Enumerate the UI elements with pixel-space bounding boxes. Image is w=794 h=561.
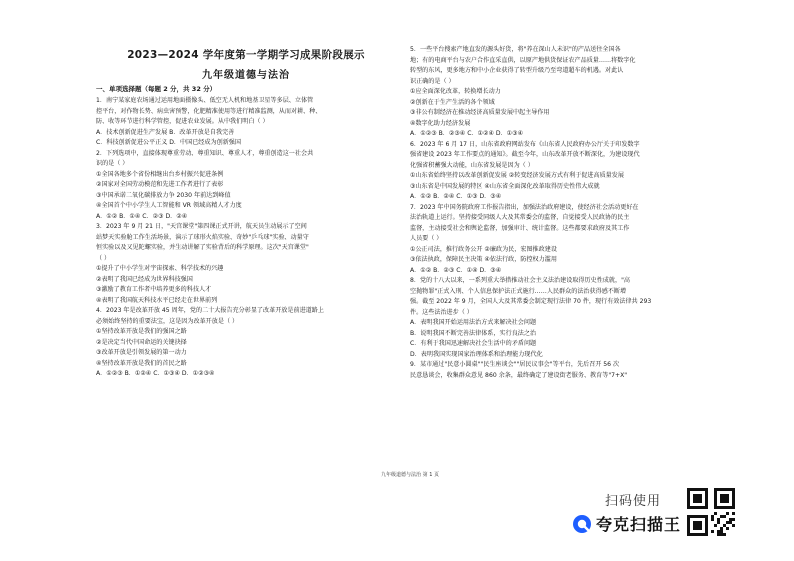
text-line: 法治轨道上运行。坚持接受同级人大及其常委会的监督，自觉接受人民政协的民主 bbox=[410, 214, 630, 221]
text-line: ②表明了我国已经成为世界科技强国 bbox=[96, 275, 193, 283]
text-line: 识正确的是（ ） bbox=[410, 77, 455, 85]
text-line: （ ） bbox=[96, 254, 111, 262]
text-line: C．有利于我国迅速解决社会生活中的矛盾问题 bbox=[410, 340, 537, 347]
scanner-brand bbox=[572, 512, 681, 535]
text-line: 必须始终坚持的重要法宝，这是因为改革开放是（ ） bbox=[96, 317, 239, 325]
text-line: 4．2023 年是改革开放 45 周年，党的二十大报告充分彰显了改革开放是前进道路上 bbox=[96, 307, 324, 314]
exam-title: 2023—2024 学年度第一学期学习成果阶段展示 bbox=[127, 49, 365, 61]
text-line: 强。截至 2022 年 9 月，全国人大及其常委会制定现行法律 70 件，现行有效法律共 293 bbox=[410, 298, 652, 305]
text-line: 1．南宁某家庭农场通过运用地面摄像头、低空无人机和地基卫星等多层、立体管 bbox=[96, 97, 314, 104]
text-line: 防、收等环节进行科学管控，促进农业发展。从中我们明白（ ） bbox=[96, 118, 269, 125]
text-line: ①坚持改革开放是我们的强国之路 bbox=[96, 328, 187, 335]
text-line: 5．一些平台搜索产地直发的源头好货，将"养在深山人未识"的产品送往全国各 bbox=[410, 46, 621, 53]
text-line: ①山东省始终坚持以改革创新促发展 ②转变经济发展方式有利于促进高质量发展 bbox=[410, 172, 624, 179]
qr-code-icon bbox=[687, 488, 735, 536]
text-line: ④数字化助力经济发展 bbox=[410, 119, 471, 127]
text-line: 3．2023 年 9 月 21 日，"天宫课堂"第四课正式开讲，航天员生动展示了空间 bbox=[96, 223, 307, 230]
text-line: ③改革开放是引领发展的第一动力 bbox=[96, 349, 187, 356]
text-line: ④表明了我国航天科技水平已经走在世界前列 bbox=[96, 296, 218, 304]
text-line: 转型的东风，更多地方和中小企业获得了转型升级乃至弯道超车的机遇。对此认 bbox=[410, 67, 624, 74]
text-line: ①全国各地多个省份相继出台乡村振兴促进条例 bbox=[96, 170, 224, 178]
text-line: 控平台，对作物长势、病虫害预警，化肥精准使用等进行精准监测，从而对耕、种、 bbox=[96, 107, 322, 115]
text-line: A．①②③ B．①②④ C．①③④ D．①②③④ bbox=[96, 370, 215, 377]
text-line: 识的是（ ） bbox=[96, 160, 129, 167]
section-heading: 一、单项选择题（每题 2 分，共 32 分） bbox=[96, 85, 217, 93]
text-line: 化强省积蓄强大动能，山东省发展是因为（ ） bbox=[410, 161, 534, 169]
text-line: A．①②③ B．②③④ C．①②④ D．①③④ bbox=[410, 130, 524, 137]
text-line: A．①② B．②③ C．①④ D．③④ bbox=[410, 266, 502, 274]
text-line: ③中国承诺二氧化碳排放力争 2030 年前达到峰值 bbox=[96, 191, 231, 199]
text-line: 9．某市通过"民意小圆桌""民生座谈会""居民议事会"等平台，先后召开 56 次 bbox=[410, 361, 620, 368]
text-line: 人员要（ ） bbox=[410, 235, 443, 242]
text-line: 站梦天实验舱工作生活场景，演示了球形火焰实验、奇妙"乒乓球"实验、动量守 bbox=[96, 233, 309, 241]
exam-subject: 九年级道德与法治 bbox=[202, 70, 290, 81]
text-line: ②是决定当代中国命运的关键抉择 bbox=[96, 338, 187, 346]
text-line: ①公正司法，推行政务公开 ②廉政为民，宏图推政建设 bbox=[410, 245, 557, 253]
text-line: A．技术创新促进生产发展 B．改革开放是自我完善 bbox=[96, 128, 235, 136]
text-line: 监督，主动接受社会和舆论监督，加强审计、统计监督。这些都要求政府及其工作 bbox=[410, 224, 630, 232]
text-line: 件。这些法治进步（ ） bbox=[410, 308, 473, 316]
text-line: 地；有的电商平台与农户合作直采直供，以原产地供货保证农产品质量……将数字化 bbox=[410, 56, 636, 64]
text-line: 2．下列选项中，直接体现尊重劳动、尊重知识、尊重人才，尊重创造这一社会共 bbox=[96, 149, 314, 157]
text-line: A．表明我国开始运用法治方式来解决社会问题 bbox=[410, 319, 537, 326]
text-line: C．科技创新促进公平正义 D．中国已经成为创新强国 bbox=[96, 139, 241, 146]
text-line: 6．2023 年 6 月 17 日，山东省政府网站发布《山东省人民政府办公厅关于印发数字 bbox=[410, 140, 640, 148]
scan-to-use-label: 扫码使用 bbox=[605, 494, 662, 509]
brand-name: 夸克扫描王 bbox=[596, 515, 682, 534]
text-line: ①应全面深化改革，转换增长动力 bbox=[410, 88, 501, 95]
text-line: B．说明我国不断完善法律体系，实行良法之治 bbox=[410, 329, 537, 337]
text-line: ③山东省是中国发展的特区 ④山东省全面深化改革取得历史性伟大成就 bbox=[410, 182, 600, 190]
text-line: A．①② B．①④ C．②③ D．②④ bbox=[96, 212, 188, 220]
text-line: ④全国首个中小学生人工智能和 VR 领域高精人才力度 bbox=[96, 202, 242, 209]
text-line: 民意恳谈会，收集群众意见 860 余条，最终确定了建设街老服务、教育等"7+X" bbox=[410, 371, 628, 379]
text-line: 恒实验以及又见陀螺实验，并生动讲解了实验背后的科学原理。这次"天宫课堂" bbox=[96, 244, 309, 251]
text-line: ③激励了教育工作者中培养更多的科技人才 bbox=[96, 286, 212, 293]
left-question-text bbox=[96, 96, 324, 380]
text-line: ③依法执政，保障民主决策 ④依法行政，防控权力滥用 bbox=[410, 256, 557, 263]
text-line: ④坚持改革开放是我们的首民之路 bbox=[96, 359, 187, 367]
text-line: 7．2023 年中国务院政府工作报告指出，加强法治政府建设，使经济社会活动更好在 bbox=[410, 203, 639, 211]
text-line: 8．党的十八大以来，一系列重大举措推动社会主义法治建设取得历史性成就，"高 bbox=[410, 277, 630, 284]
text-line: ②创新在于生产生活的各个领域 bbox=[410, 98, 495, 106]
text-line: ①提升了中小学生对宇宙探索、科学技术的兴趣 bbox=[96, 265, 224, 272]
text-line: 强省建设 2023 年工作要点的通知》。截至今年，山东改革开放不断深化，为建设现代 bbox=[410, 151, 640, 158]
text-line: 空抛物罪"正式入刑、个人信息保护法正式施行……人民群众的法治获得感不断增 bbox=[410, 287, 627, 295]
text-line: D．表明我国实现国家治理体系和治理能力现代化 bbox=[410, 350, 543, 358]
text-line: ②国家对全国劳动模范和先进工作者进行了表彰 bbox=[96, 181, 224, 188]
right-question-text bbox=[410, 45, 651, 381]
quark-logo-icon bbox=[572, 514, 592, 534]
text-line: ③非公有制经济在推动经济高质量发展中起主导作用 bbox=[410, 109, 550, 116]
text-line: A．①② B．②④ C．①③ D．③④ bbox=[410, 193, 502, 200]
page-footer: 九年级道德与法治 第 1 页 bbox=[381, 472, 439, 478]
